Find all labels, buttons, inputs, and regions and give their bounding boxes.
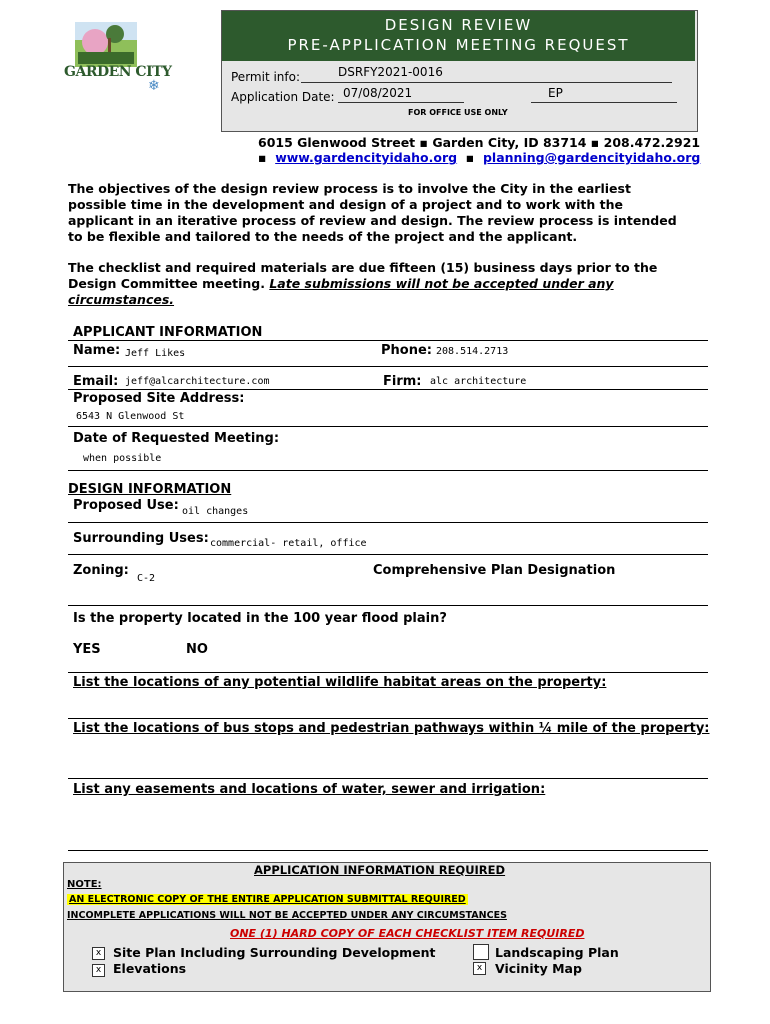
bullet: ▪ bbox=[258, 150, 271, 165]
zoning-label: Zoning: bbox=[73, 563, 129, 578]
wildlife-question: List the locations of any potential wildlife habitat areas on the property: bbox=[73, 675, 607, 690]
garden-city-logo bbox=[60, 20, 175, 95]
bus-stops-question: List the locations of bus stops and pedestrian pathways within ¼ mile of the property: bbox=[73, 721, 710, 736]
landscaping-checkbox[interactable] bbox=[473, 944, 489, 960]
email-field[interactable]: jeff@alcarchitecture.com bbox=[125, 376, 270, 387]
office-use-label: FOR OFFICE USE ONLY bbox=[408, 108, 508, 117]
elevations-checkbox[interactable]: x bbox=[92, 964, 105, 977]
proposed-use-label: Proposed Use: bbox=[73, 498, 179, 513]
zoning-field[interactable]: C-2 bbox=[137, 573, 156, 584]
elevations-label: Elevations bbox=[113, 961, 187, 976]
site-address-field[interactable]: 6543 N Glenwood St bbox=[76, 411, 185, 422]
surrounding-uses-label: Surrounding Uses: bbox=[73, 531, 209, 546]
site-address-label: Proposed Site Address: bbox=[73, 391, 245, 406]
date-value[interactable]: 07/08/2021 bbox=[343, 86, 413, 100]
firm-label: Firm: bbox=[383, 374, 422, 389]
phone-field[interactable]: 208.514.2713 bbox=[436, 346, 509, 357]
site-plan-label: Site Plan Including Surrounding Development bbox=[113, 945, 436, 960]
note-label: NOTE: bbox=[67, 879, 102, 890]
name-field[interactable]: Jeff Likes bbox=[125, 348, 186, 359]
deadline-paragraph bbox=[68, 260, 688, 308]
design-section-title: DESIGN INFORMATION bbox=[68, 482, 232, 497]
contact-links bbox=[258, 150, 700, 165]
logo-text: GARDEN CITY bbox=[64, 64, 172, 80]
landscaping-label: Landscaping Plan bbox=[495, 945, 619, 960]
initials-value[interactable]: EP bbox=[548, 86, 563, 100]
permit-label: Permit info: bbox=[231, 70, 301, 84]
flood-no-option[interactable]: NO bbox=[186, 642, 208, 657]
bullet: ▪ bbox=[461, 150, 479, 165]
firm-field[interactable]: alc architecture bbox=[430, 376, 527, 387]
city-address: 6015 Glenwood Street ▪ Garden City, ID 83714 ▪ 208.472.2921 bbox=[258, 135, 701, 150]
surrounding-uses-field[interactable]: commercial- retail, office bbox=[210, 538, 367, 549]
website-link[interactable]: www.gardencityidaho.org bbox=[275, 150, 458, 165]
vicinity-map-checkbox[interactable]: x bbox=[473, 962, 486, 975]
applicant-section-title: APPLICANT INFORMATION bbox=[73, 325, 263, 340]
electronic-copy-notice: AN ELECTRONIC COPY OF THE ENTIRE APPLICATION SUBMITTAL REQUIRED bbox=[69, 894, 466, 905]
form-title-line2: PRE-APPLICATION MEETING REQUEST bbox=[287, 36, 630, 54]
email-link[interactable]: planning@gardencityidaho.org bbox=[482, 150, 701, 165]
permit-value[interactable]: DSRFY2021-0016 bbox=[338, 65, 443, 79]
proposed-use-field[interactable]: oil changes bbox=[182, 506, 249, 517]
intro-paragraph: The objectives of the design review process is to involve the City in the earliest possible time in the development and design of a project and to work with the applicant in an iterative process of review and design. The review process is intended to be flexible and tailored to the needs of the project and the applicant. bbox=[68, 181, 677, 244]
site-plan-checkbox[interactable]: x bbox=[92, 947, 105, 960]
flood-yes-option[interactable]: YES bbox=[73, 642, 101, 657]
meeting-date-label: Date of Requested Meeting: bbox=[73, 431, 280, 446]
form-title-line1: DESIGN REVIEW bbox=[384, 16, 533, 34]
vicinity-map-label: Vicinity Map bbox=[495, 961, 582, 976]
flood-plain-question: Is the property located in the 100 year flood plain? bbox=[73, 611, 447, 626]
required-title: APPLICATION INFORMATION REQUIRED bbox=[254, 863, 506, 877]
incomplete-notice: INCOMPLETE APPLICATIONS WILL NOT BE ACCEPTED UNDER ANY CIRCUMSTANCES bbox=[67, 910, 507, 921]
date-label: Application Date: bbox=[231, 90, 335, 104]
name-label: Name: bbox=[73, 343, 121, 358]
easements-question: List any easements and locations of water, sewer and irrigation: bbox=[73, 782, 546, 797]
meeting-date-field[interactable]: when possible bbox=[83, 453, 162, 464]
comp-plan-label: Comprehensive Plan Designation bbox=[373, 563, 616, 578]
phone-label: Phone: bbox=[381, 343, 432, 358]
late-warning: Late submissions will not be accepted under any circumstances. bbox=[68, 276, 614, 307]
email-label: Email: bbox=[73, 374, 119, 389]
snowflake-icon: ❄ bbox=[148, 78, 160, 94]
deadline-text: The checklist and required materials are due fifteen (15) business days prior to the Design Committee meeting. bbox=[68, 260, 658, 291]
hard-copy-notice: ONE (1) HARD COPY OF EACH CHECKLIST ITEM REQUIRED bbox=[230, 927, 585, 940]
